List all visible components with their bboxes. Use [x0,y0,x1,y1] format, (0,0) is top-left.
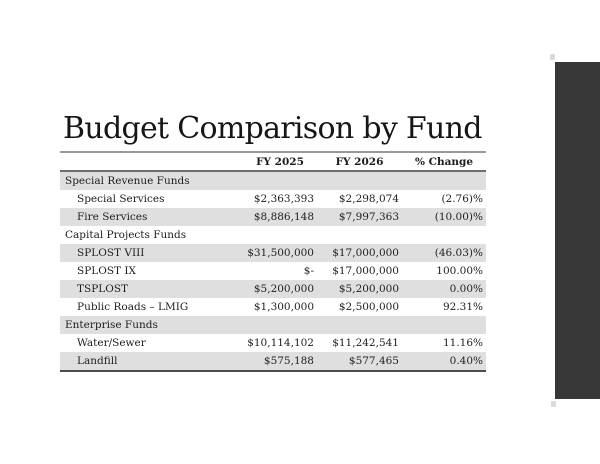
table-row-special-services [60,190,486,208]
table-row-fire-services [60,208,486,226]
row-fy2026-value: $577,465 [348,355,399,367]
row-fy2025-value: $8,886,148 [253,211,314,223]
accent-bar [555,62,600,399]
row-change-value [402,171,486,190]
row-fy2026-value: $2,298,074 [338,193,399,205]
row-fy2026-value: $5,200,000 [338,283,399,295]
table-header-row [60,152,486,171]
row-fy2026-value: $7,997,363 [338,211,399,223]
row-label: SPLOST IX [77,265,136,277]
row-fy2025-value: $- [303,265,314,277]
row-label: SPLOST VIII [77,247,145,259]
column-header-fy2025: FY 2025 [256,155,304,168]
table-row-enterprise-funds [60,316,486,334]
table-row-tsplost [60,280,486,298]
row-change-value: 92.31% [442,301,483,313]
column-header-change: % Change [414,155,474,168]
row-fy2026-value: $17,000,000 [332,247,399,259]
column-header-fy2026: FY 2026 [335,155,384,168]
row-fy2026-value [317,171,402,190]
slide-title: Budget Comparison by Fund [63,111,482,146]
row-fy2026-value [317,316,402,334]
artifact-mark-bottom [551,401,556,407]
row-change-value: 11.16% [442,337,483,349]
table-row-splost-ix [60,262,486,280]
artifact-mark-top [550,54,555,60]
row-label: Water/Sewer [77,337,146,349]
row-change-value: 100.00% [436,265,483,277]
row-label: Enterprise Funds [65,319,158,331]
row-fy2026-value: $11,242,541 [332,337,399,349]
table-row-landfill [60,352,486,371]
row-fy2025-value: $575,188 [263,355,314,367]
row-label: Special Revenue Funds [65,175,190,187]
row-fy2025-value: $31,500,000 [247,247,314,259]
table-row-water-sewer [60,334,486,352]
row-change-value: (2.76)% [441,193,483,205]
row-fy2025-value: $1,300,000 [253,301,314,313]
budget-table [60,151,486,372]
row-label: Special Services [77,193,165,205]
row-change-value: 0.00% [449,283,483,295]
row-change-value [402,316,486,334]
row-fy2025-value [243,171,317,190]
row-fy2026-value: $2,500,000 [338,301,399,313]
row-change-value: 0.40% [449,355,483,367]
row-label: Fire Services [77,211,148,223]
table-row-special-revenue-funds [60,171,486,190]
row-change-value: (10.00)% [434,211,483,223]
column-header-fund [60,152,243,171]
row-fy2025-value: $2,363,393 [253,193,314,205]
row-fy2025-value: $5,200,000 [253,283,314,295]
row-label: Public Roads – LMIG [77,301,189,313]
table-row-splost-viii [60,244,486,262]
row-fy2025-value [243,316,317,334]
table-row-capital-projects-funds [60,226,486,244]
row-change-value: (46.03)% [434,247,483,259]
row-label: Landfill [77,355,118,367]
row-label: Capital Projects Funds [65,229,187,241]
row-change-value [402,226,486,244]
row-fy2026-value: $17,000,000 [332,265,399,277]
row-label: TSPLOST [77,283,129,295]
row-fy2025-value: $10,114,102 [247,337,314,349]
row-fy2026-value [317,226,402,244]
row-fy2025-value [243,226,317,244]
table-row-public-roads-lmig [60,298,486,316]
